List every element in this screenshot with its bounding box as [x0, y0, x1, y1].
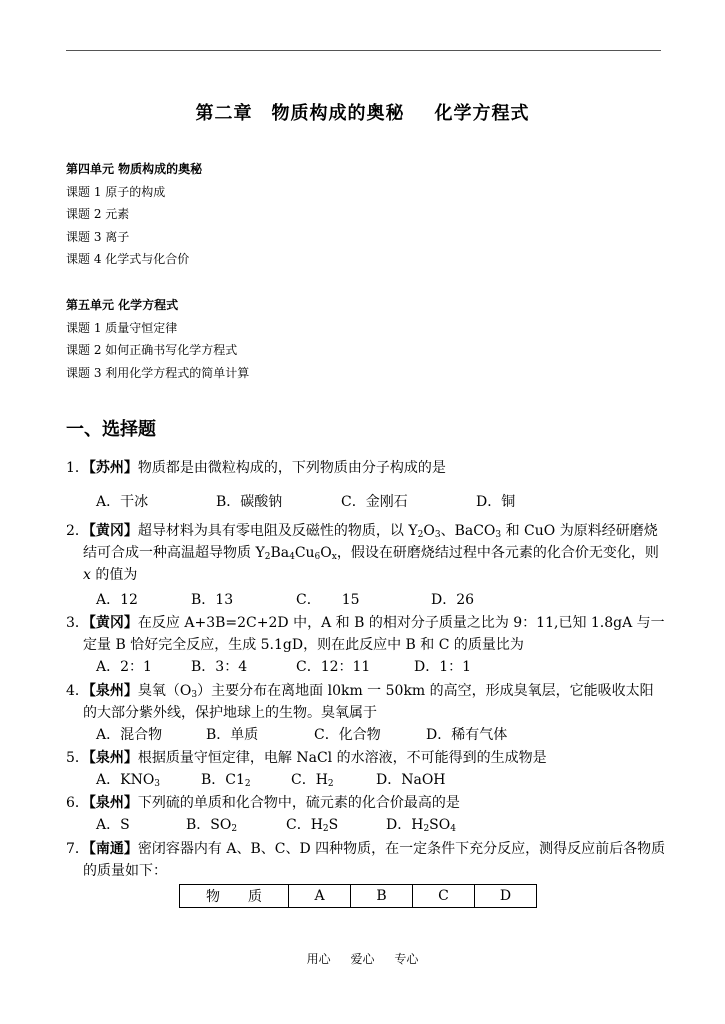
option-d: D．26: [431, 592, 475, 608]
footer-text: 爱心: [350, 952, 375, 966]
options: [66, 491, 666, 513]
toc-unit-4: [66, 158, 202, 271]
source-tag: 【苏州】: [88, 460, 138, 476]
options: [66, 589, 666, 611]
section-heading: 一、选择题: [66, 419, 156, 440]
table-row: [180, 885, 537, 908]
option-a: A．干冰: [96, 494, 149, 510]
lesson-item: 课题 2 元素: [66, 207, 130, 221]
question-2: 2．【黄冈】超导材料为具有零电阻及反磁性的物质，以 $Y_2O_3$、BaCO$_3$ 和 CuO 为原料经研磨烧结可合成一种高温超导物质 $Y_2Ba_4Cu_6O_x$，假设在研磨烧结过程中各元素的化合价无变化，则x 的值为 A．12 B．13 C． 15 D．26: [66, 520, 666, 611]
source-tag: 【泉州】: [88, 683, 138, 699]
source-tag: 【黄冈】: [88, 523, 138, 539]
option-d: D．稀有气体: [426, 727, 508, 743]
page-title: [0, 99, 725, 125]
option-a: A．混合物: [96, 727, 163, 743]
page-footer: [0, 950, 725, 967]
footer-text: 用心: [306, 952, 331, 966]
option-c: C．化合物: [314, 727, 381, 743]
unit-heading: 第四单元 物质构成的奥秘: [66, 162, 203, 176]
table-cell: B: [351, 885, 413, 908]
source-tag: 【泉州】: [88, 750, 138, 766]
option-d: D．铜: [476, 494, 516, 510]
options: [66, 814, 666, 836]
lesson-item: 课题 4 化学式与化合价: [66, 252, 190, 266]
option-d: D．NaOH: [376, 772, 446, 788]
option-a: A．$KNO_3$: [96, 772, 161, 789]
toc-unit-5: [66, 294, 249, 384]
header-rule: [66, 50, 661, 51]
option-c: C．$H_2S$: [286, 817, 339, 834]
option-a: A．12: [96, 592, 138, 608]
option-d: D．1：1: [414, 659, 472, 675]
unit-heading: 第五单元 化学方程式: [66, 298, 179, 312]
lesson-item: 课题 2 如何正确书写化学方程式: [66, 343, 238, 357]
option-b: B．单质: [206, 727, 259, 743]
source-tag: 【黄冈】: [88, 615, 138, 631]
question-3: 3．【黄冈】在反应 A+3B=2C+2D 中，A 和 B 的相对分子质量之比为 9：11,已知 1.8gA 与一定量 B 恰好完全反应，生成 5.1gD，则在此反应中 B 和 C 的质量比为 A．2：1 B．3：4 C．12：11 D．1：1: [66, 612, 666, 678]
question-5: 5．【泉州】根据质量守恒定律，电解 NaCl 的水溶液，不可能得到的生成物是 A．$KNO_3$ B．$C1_2$ C．$H_2$ D．NaOH: [66, 747, 666, 791]
option-c: C．$H_2$: [291, 772, 334, 789]
options: [66, 724, 666, 746]
lesson-item: 课题 3 离子: [66, 229, 130, 244]
title-part1: 第二章 物质构成的奥秘: [195, 103, 405, 124]
option-c: C．金刚石: [341, 494, 408, 510]
table-cell: C: [413, 885, 475, 908]
option-b: B．3：4: [191, 659, 248, 675]
option-c: C．12：11: [296, 659, 371, 675]
lesson-item: 课题 1 原子的构成: [66, 184, 166, 199]
lesson-item: 课题 3 利用化学方程式的简单计算: [66, 365, 250, 380]
question-4: 4．【泉州】臭氧$(O_3)$主要分布在离地面 l0km 一 50km 的高空，形成臭氧层，它能吸收太阳的大部分紫外线，保护地球上的生物。臭氧属于 A．混合物 B．单质 C．化合物 D．稀有气体: [66, 680, 666, 746]
lesson-item: 课题 1 质量守恒定律: [66, 320, 178, 335]
option-d: D．$H_2SO_4$: [386, 817, 456, 834]
source-tag: 【南通】: [88, 841, 138, 857]
option-b: B．$SO_2$: [186, 817, 238, 834]
mass-table: [179, 884, 537, 908]
option-a: A．S: [96, 817, 130, 833]
title-part2: 化学方程式: [434, 103, 530, 124]
footer-text: 专心: [394, 952, 419, 966]
table-cell: D: [475, 885, 537, 908]
question-7: 7．【南通】密闭容器内有 A、B、C、D 四种物质，在一定条件下充分反应，测得反应前后各物质的质量如下：: [66, 841, 666, 879]
options: [66, 656, 666, 678]
option-b: B．碳酸钠: [216, 494, 283, 510]
question-6: 6．【泉州】下列硫的单质和化合物中，硫元素的化合价最高的是 A．S B．$SO_2$ C．$H_2S$ D．$H_2SO_4$: [66, 792, 666, 836]
table-cell: A: [289, 885, 351, 908]
options: [66, 769, 666, 791]
table-cell: 物 质: [180, 885, 289, 908]
option-a: A．2：1: [96, 659, 152, 675]
option-b: B．$C1_2$: [201, 772, 251, 789]
option-c: C． 15: [296, 592, 360, 608]
option-b: B．13: [191, 592, 234, 608]
source-tag: 【泉州】: [88, 795, 138, 811]
question-1: 1．【苏州】物质都是由微粒构成的，下列物质由分子构成的是 A．干冰 B．碳酸钠 C．金刚石 D．铜: [66, 457, 666, 513]
